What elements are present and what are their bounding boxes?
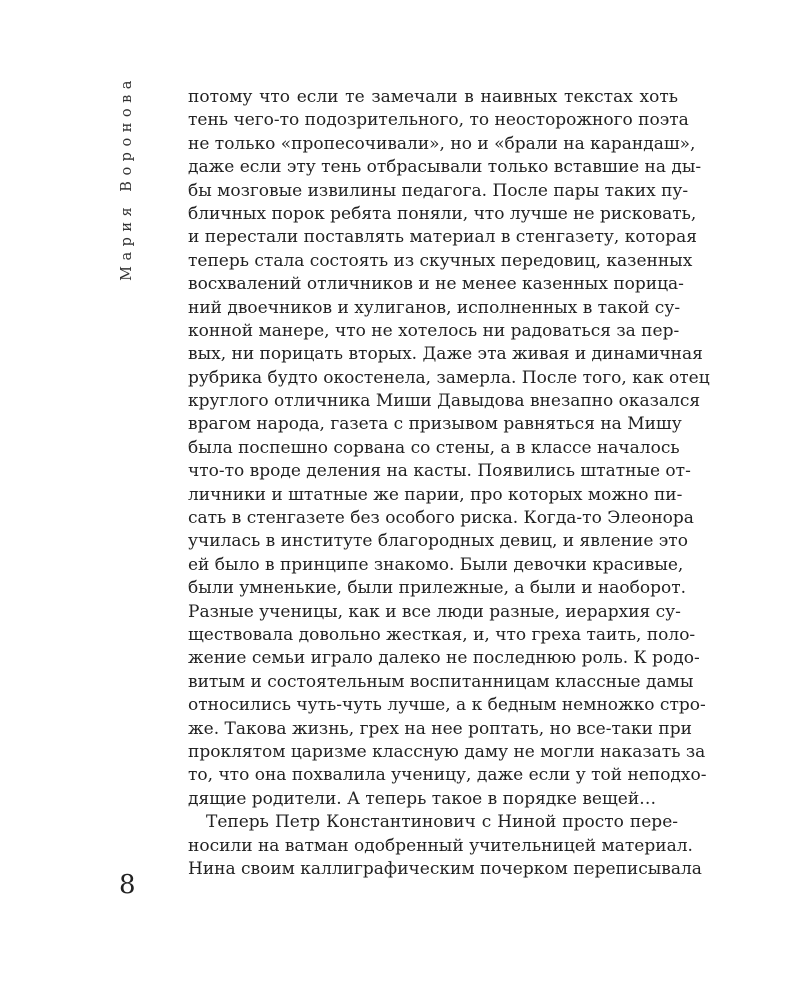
running-head: Мария Воронова: [119, 75, 135, 281]
page-number: 8: [119, 870, 136, 900]
body-text: [188, 86, 710, 881]
text-line: теперь стала состоять из скучных передовиц, казенных: [188, 250, 693, 271]
text-line: личники и штатные же парии, про которых можно пи-: [188, 484, 683, 505]
text-line: носили на ватман одобренный учительницей материал.: [188, 835, 693, 856]
text-line: то, что она похвалила ученицу, даже если у той неподхо-: [188, 765, 707, 786]
text-line: врагом народа, газета с призывом равняться на Мишу: [188, 414, 682, 435]
text-line: витым и состоятельным воспитанницам классные дамы: [188, 671, 694, 692]
text-line: ей было в принципе знакомо. Были девочки красивые,: [188, 554, 684, 575]
text-line: ний двоечников и хулиганов, исполненных в такой су-: [188, 297, 681, 318]
text-line: была поспешно сорвана со стены, а в классе началось: [188, 437, 680, 458]
text-line: жение семьи играло далеко не последнюю роль. К родо-: [188, 648, 700, 669]
text-line: потому что если те замечали в наивных текстах хоть: [188, 87, 678, 107]
text-line: Теперь Петр Константинович с Ниной просто пере-: [206, 812, 678, 833]
text-line: проклятом царизме классную даму не могли наказать за: [188, 741, 706, 762]
text-line: же. Такова жизнь, грех на нее роптать, но все-таки при: [188, 718, 692, 739]
text-line: сать в стенгазете без особого риска. Когда-то Элеонора: [188, 508, 694, 529]
text-line: были умненькие, были прилежные, а были и наоборот.: [188, 578, 687, 599]
text-line: рубрика будто окостенела, замерла. После того, как отец: [188, 367, 710, 388]
text-line: дящие родители. А теперь такое в порядке вещей…: [188, 788, 657, 809]
text-line: Нина своим каллиграфическим почерком переписывала: [188, 858, 702, 879]
text-line: относились чуть-чуть лучше, а к бедным немножко стро-: [188, 695, 706, 716]
text-line: бы мозговые извилины педагога. После пары таких пу-: [188, 180, 689, 201]
text-line: круглого отличника Миши Давыдова внезапно оказался: [188, 391, 701, 412]
text-line: бличных порок ребята поняли, что лучше не рисковать,: [188, 203, 697, 224]
text-line: что-то вроде деления на касты. Появились штатные от-: [188, 461, 691, 482]
text-line: не только «пропесочивали», но и «брали на карандаш»,: [188, 133, 696, 154]
text-line: вых, ни порицать вторых. Даже эта живая и динамичная: [188, 344, 703, 365]
text-line: Разные ученицы, как и все люди разные, иерархия су-: [188, 601, 681, 622]
text-line: ществовала довольно жесткая, и, что греха таить, поло-: [188, 624, 696, 645]
text-line: восхвалений отличников и не менее казенных порица-: [188, 274, 684, 295]
text-line: и перестали поставлять материал в стенгазету, которая: [188, 227, 697, 248]
text-line: даже если эту тень отбрасывали только вставшие на ды-: [188, 157, 702, 178]
text-line: училась в институте благородных девиц, и явление это: [188, 531, 688, 552]
text-line: конной манере, что не хотелось ни радоваться за пер-: [188, 320, 680, 341]
text-line: тень чего-то подозрительного, то неосторожного поэта: [188, 110, 689, 131]
